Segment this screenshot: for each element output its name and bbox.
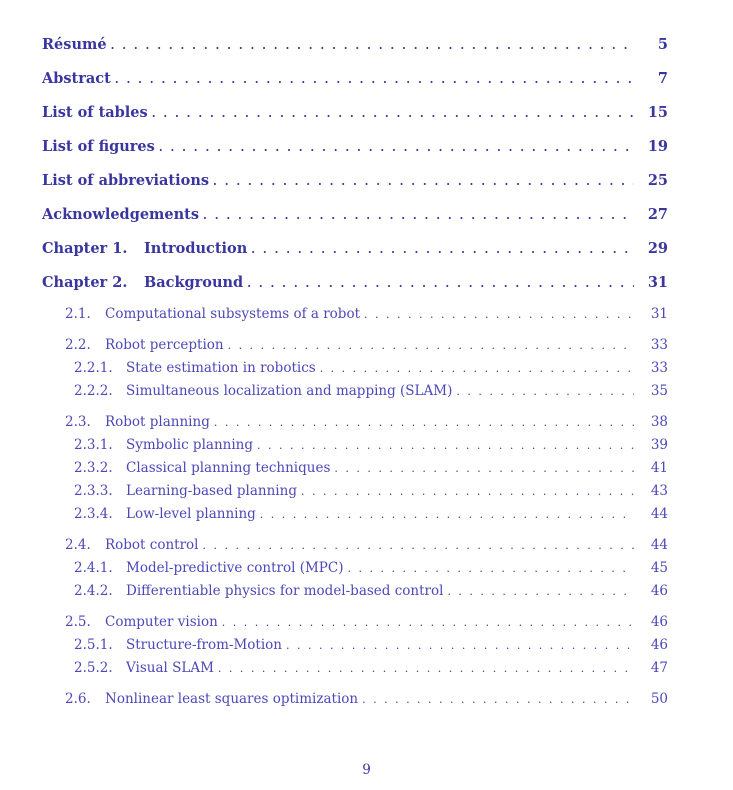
toc-page-number: 41 bbox=[650, 460, 668, 476]
toc-entry-chapter-2[interactable] bbox=[42, 274, 668, 308]
toc-entry-title: Low-level planning bbox=[126, 506, 256, 522]
toc-page-number: 46 bbox=[650, 637, 668, 653]
toc-section-number: 2.5. bbox=[65, 614, 91, 630]
toc-entry-title: Simultaneous localization and mapping (SLAM) bbox=[126, 383, 453, 399]
toc-page-number: 47 bbox=[650, 660, 668, 676]
toc-page-number: 38 bbox=[650, 414, 668, 430]
toc-entry-title: Visual SLAM bbox=[126, 660, 214, 676]
dot-leader bbox=[286, 639, 634, 652]
toc-page-number: 33 bbox=[650, 360, 668, 376]
dot-leader bbox=[456, 385, 634, 398]
toc-entry-title: Robot control bbox=[105, 537, 199, 553]
dot-leader bbox=[222, 616, 634, 629]
dot-leader bbox=[213, 175, 634, 188]
toc-page-number: 25 bbox=[647, 172, 668, 189]
dot-leader bbox=[203, 209, 634, 222]
toc-page-number: 45 bbox=[650, 560, 668, 576]
toc-entry-title: Classical planning techniques bbox=[126, 460, 331, 476]
toc-entry-title: Symbolic planning bbox=[126, 437, 253, 453]
toc-entry-resume[interactable] bbox=[42, 36, 668, 70]
toc-entry-title: Computational subsystems of a robot bbox=[105, 306, 361, 322]
dot-leader bbox=[251, 243, 634, 256]
toc-page-number: 31 bbox=[647, 274, 668, 291]
toc-section-number: 2.2.2. bbox=[74, 383, 113, 399]
dot-leader bbox=[228, 339, 634, 352]
toc-entry-title: Acknowledgements bbox=[42, 206, 200, 223]
toc-page-number: 31 bbox=[650, 306, 668, 322]
toc-entry-title: List of tables bbox=[42, 104, 148, 121]
toc-page-number: 33 bbox=[650, 337, 668, 353]
toc-section-number: 2.3.2. bbox=[74, 460, 113, 476]
toc-section-number: 2.2.1. bbox=[74, 360, 113, 376]
toc-entry-abstract[interactable] bbox=[42, 70, 668, 104]
toc-page-number: 44 bbox=[650, 506, 668, 522]
dot-leader bbox=[159, 141, 634, 154]
toc-entry-title: Differentiable physics for model-based control bbox=[126, 583, 444, 599]
toc-section-number: 2.3.1. bbox=[74, 437, 113, 453]
toc-section-number: 2.3.3. bbox=[74, 483, 113, 499]
toc-section-2-1[interactable] bbox=[42, 306, 668, 329]
toc-page-number: 19 bbox=[647, 138, 668, 155]
toc-section-2-3[interactable] bbox=[42, 414, 668, 437]
dot-leader bbox=[247, 277, 634, 290]
toc-entry-chapter-1[interactable] bbox=[42, 240, 668, 274]
page-footer-number: 9 bbox=[362, 762, 371, 778]
dot-leader bbox=[362, 693, 634, 706]
toc-subsection-2-4-1[interactable] bbox=[42, 560, 668, 583]
toc-chapter-number: Chapter 2. bbox=[42, 274, 128, 291]
toc-entry-title: Structure-from-Motion bbox=[126, 637, 282, 653]
dot-leader bbox=[334, 462, 634, 475]
toc-page-number: 44 bbox=[650, 537, 668, 553]
toc-page-number: 35 bbox=[650, 383, 668, 399]
toc-section-number: 2.2. bbox=[65, 337, 91, 353]
toc-entry-title: Résumé bbox=[42, 36, 107, 53]
toc-section-number: 2.5.1. bbox=[74, 637, 113, 653]
toc-subsection-2-4-2[interactable] bbox=[42, 583, 668, 606]
toc-entry-title: Learning-based planning bbox=[126, 483, 297, 499]
toc-entry-title: Model-predictive control (MPC) bbox=[126, 560, 344, 576]
toc-page-number: 39 bbox=[650, 437, 668, 453]
toc-entry-list-of-tables[interactable] bbox=[42, 104, 668, 138]
toc-section-number: 2.1. bbox=[65, 306, 91, 322]
toc-section-number: 2.4.2. bbox=[74, 583, 113, 599]
dot-leader bbox=[257, 439, 634, 452]
toc-subsection-2-3-4[interactable] bbox=[42, 506, 668, 529]
dot-leader bbox=[214, 416, 634, 429]
toc-subsection-2-5-1[interactable] bbox=[42, 637, 668, 660]
toc-entry-title: Introduction bbox=[144, 240, 248, 257]
toc-page-number: 15 bbox=[647, 104, 668, 121]
dot-leader bbox=[364, 308, 634, 321]
dot-leader bbox=[111, 39, 634, 52]
toc-entry-list-of-figures[interactable] bbox=[42, 138, 668, 172]
toc-section-2-4[interactable] bbox=[42, 537, 668, 560]
toc-entry-title: Robot perception bbox=[105, 337, 224, 353]
toc-subsection-2-3-3[interactable] bbox=[42, 483, 668, 506]
toc-subsection-2-3-2[interactable] bbox=[42, 460, 668, 483]
toc-subsection-2-5-2[interactable] bbox=[42, 660, 668, 683]
toc-page-number: 29 bbox=[647, 240, 668, 257]
toc-entry-title: State estimation in robotics bbox=[126, 360, 316, 376]
toc-section-2-2[interactable] bbox=[42, 337, 668, 360]
toc-section-number: 2.6. bbox=[65, 691, 91, 707]
toc-page-number: 27 bbox=[647, 206, 668, 223]
toc-section-number: 2.3. bbox=[65, 414, 91, 430]
toc-subsection-2-2-1[interactable] bbox=[42, 360, 668, 383]
dot-leader bbox=[320, 362, 634, 375]
toc-entry-acknowledgements[interactable] bbox=[42, 206, 668, 240]
table-of-contents bbox=[42, 36, 668, 714]
toc-chapter-number: Chapter 1. bbox=[42, 240, 128, 257]
dot-leader bbox=[218, 662, 634, 675]
toc-entry-title: List of abbreviations bbox=[42, 172, 210, 189]
dot-leader bbox=[115, 73, 634, 86]
toc-section-number: 2.4.1. bbox=[74, 560, 113, 576]
toc-entry-title: List of figures bbox=[42, 138, 155, 155]
toc-subsection-2-2-2[interactable] bbox=[42, 383, 668, 406]
toc-entry-list-of-abbreviations[interactable] bbox=[42, 172, 668, 206]
dot-leader bbox=[260, 508, 634, 521]
dot-leader bbox=[301, 485, 634, 498]
toc-page-number: 43 bbox=[650, 483, 668, 499]
toc-page-number: 50 bbox=[650, 691, 668, 707]
dot-leader bbox=[347, 562, 634, 575]
toc-section-number: 2.4. bbox=[65, 537, 91, 553]
dot-leader bbox=[203, 539, 635, 552]
toc-subsection-2-3-1[interactable] bbox=[42, 437, 668, 460]
toc-page-number: 7 bbox=[657, 70, 668, 87]
toc-section-number: 2.3.4. bbox=[74, 506, 113, 522]
toc-section-number: 2.5.2. bbox=[74, 660, 113, 676]
toc-section-2-5[interactable] bbox=[42, 614, 668, 637]
toc-entry-title: Background bbox=[144, 274, 244, 291]
toc-section-2-6[interactable] bbox=[42, 691, 668, 714]
toc-entry-title: Nonlinear least squares optimization bbox=[105, 691, 359, 707]
toc-page-number: 46 bbox=[650, 583, 668, 599]
toc-entry-title: Abstract bbox=[42, 70, 111, 87]
toc-page-number: 5 bbox=[657, 36, 668, 53]
dot-leader bbox=[152, 107, 634, 120]
dot-leader bbox=[447, 585, 634, 598]
toc-page-number: 46 bbox=[650, 614, 668, 630]
toc-entry-title: Robot planning bbox=[105, 414, 210, 430]
toc-entry-title: Computer vision bbox=[105, 614, 218, 630]
